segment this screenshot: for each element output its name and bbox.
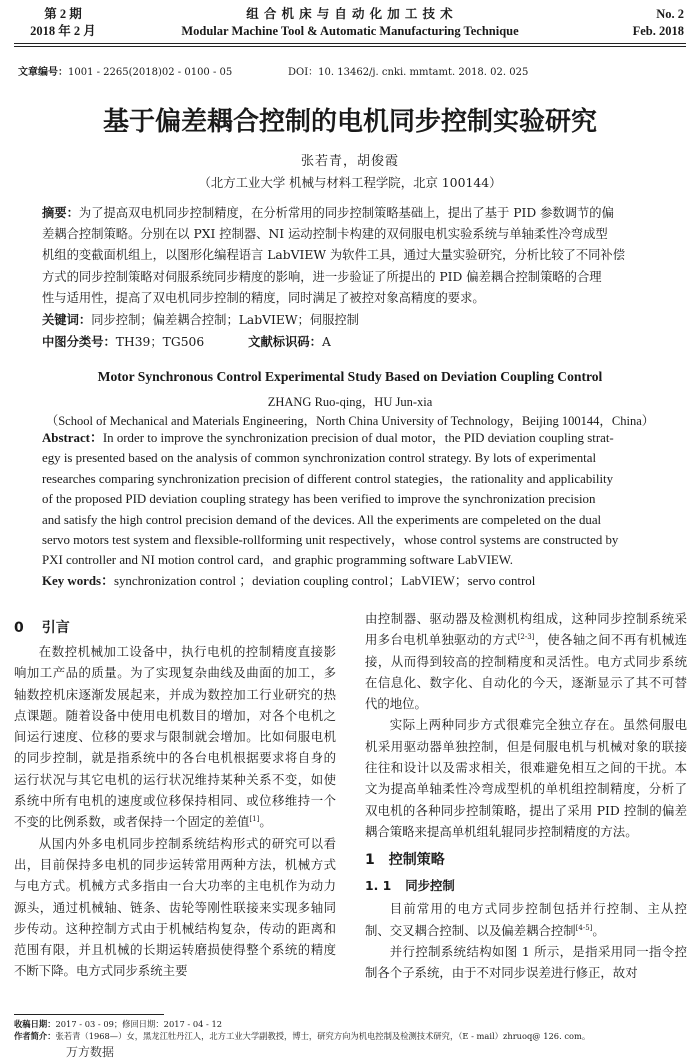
abstract-en (42, 428, 660, 591)
abstract-cn-label: 摘要： (42, 205, 79, 220)
abstract-cn (42, 202, 660, 353)
citation-ref: [4-5] (575, 923, 593, 932)
journal-title-en: Modular Machine Tool & Automatic Manufacturing Technique (181, 24, 519, 38)
article-number: 文章编号：1001 - 2265(2018)02 - 0100 - 05 (18, 67, 233, 78)
abstract-cn-line: 机组的变截面机组上，以图形化编程语言 LabVIEW 为软件工具，通过大量实验研究，分析比较了不同补偿 (42, 248, 626, 263)
keywords-en: Key words：synchronization control ；deviation coupling control；LabVIEW；servo control (42, 573, 536, 588)
doi: DOI：10. 13462/j. cnki. mmtamt. 2018. 02. 025 (288, 67, 529, 78)
right-column (365, 608, 687, 983)
authors-en: ZHANG Ruo-qing，HU Jun-xia (267, 395, 433, 409)
intro-paragraph-1: 在数控机械加工设备中，执行电机的控制精度直接影响加工产品的质量。为了实现复杂曲线及曲面的加工，多轴数控机床逐渐发展起来，并成为数控加工行业研究的热点课题。随着设备中使用电机数目的增加，对各个电机之间运行速度、位移的要求与限制就会增加。比如伺服电机的同步控制，就是指系统中的各台电机根据要求将自身的运行状况与其它电机的运行状况维持某种关系不变，如使系统中所有电机的速度或位移保持相同、或位移维持一个不变的比例系数，或者保持一个固定的差值[1]。 (14, 644, 336, 830)
header-rule-bottom (14, 46, 686, 47)
affiliation-cn: （北方工业大学 机械与材料工程学院，北京 100144） (198, 175, 502, 190)
header-rule-top (14, 43, 686, 44)
issue-date-en: Feb. 2018 (632, 24, 684, 38)
abstract-en-line: of the proposed PID deviation coupling strategy has been verified to improve the synchronization precision (42, 492, 596, 507)
watermark-text: 万方数据 (66, 1045, 115, 1059)
authors-cn: 张若青，胡俊霞 (300, 154, 399, 169)
footnote-rule (14, 1014, 164, 1015)
citation-ref: [2-3] (517, 633, 535, 642)
abstract-cn-line: 差耦合控制策略。分别在以 PXI 控制器、NI 运动控制卡构建的双伺服电机实验系统与单轴柔性冷弯成型 (42, 227, 608, 242)
abstract-cn-line: 方式的同步控制策略对伺服系统同步精度的影响，进一步验证了所提出的 PID 偏差耦合控制策略的合理 (42, 269, 602, 284)
right-paragraph-3: 目前常用的电方式同步控制包括并行控制、主从控制、交叉耦合控制、以及偏差耦合控制[4-5]。 (365, 901, 687, 938)
left-column (14, 598, 336, 982)
abstract-en-line: Abstract：In order to improve the synchronization precision of dual motor，the PID deviation coupling strat- (42, 431, 614, 445)
intro-paragraph-2: 从国内外多电机同步控制系统结构形式的研究可以看出，目前保持多电机的同步运转常用两种方法，机械方式与电方式。机械方式多指由一台大功率的主电机作为动力源头，通过机械轴、链条、齿轮等刚性联接来实现多轴同步传动。这种控制方式由于机械结构复杂，传动的距离和范围有限，并且机械的长期运转磨损使得整个系统的精度不断下降。电方式同步系统主要 (14, 835, 336, 979)
section-heading-1: 1 控制策略 (365, 852, 445, 869)
title-en: Motor Synchronous Control Experimental Study Based on Deviation Coupling Control (97, 369, 603, 384)
right-paragraph-2: 实际上两种同步方式很难完全独立存在。虽然伺服电机采用驱动器单独控制，但是伺服电机与机械对象的联接往往和设计以及需求相关，很难避免相互之间的干扰。本文为提高单轴柔性冷弯成型机的单机组控制精度，分析了双电机的各种同步控制策略，提出了采用 PID 控制的偏差耦合策略来提高单机组轧辊同步控制精度的方法。 (365, 717, 687, 839)
issue-number-en: No. 2 (656, 7, 684, 21)
abstract-en-line: PXI controller and NI motion control card，and graphic programming software LabVIEW. (42, 553, 513, 568)
section-heading-1-1: 1. 1 同步控制 (365, 878, 455, 894)
abstract-cn-line: 摘要：为了提高双电机同步控制精度，在分析常用的同步控制策略基础上，提出了基于 PID 参数调节的偏 (42, 205, 614, 220)
author-bio: 作者简介：张若青（1968—）女，黑龙江牡丹江人，北方工业大学副教授，博士，研究方向为机电控制及检测技术研究，（E - mail）zhruoq@ 126. com。 (14, 1031, 591, 1041)
journal-title-cn: 组 合 机 床 与 自 动 化 加 工 技 术 (246, 7, 454, 21)
abstract-en-label: Abstract： (42, 431, 103, 445)
received-date: 收稿日期：2017 - 03 - 09；修回日期：2017 - 04 - 12 (14, 1019, 223, 1029)
abstract-cn-line: 性与适用性，提高了双电机同步控制的精度，同时满足了被控对象高精度的要求。 (42, 290, 485, 305)
abstract-en-line: researches comparing synchronization precision of different control stategies，the rationality and applicability (42, 471, 614, 486)
classification-line: 中图分类号：TH39；TG506 文献标识码：A (42, 334, 331, 350)
citation-ref: [1] (249, 815, 260, 824)
keywords-cn: 关键词：同步控制；偏差耦合控制；LabVIEW；伺服控制 (42, 312, 359, 328)
issue-number-cn: 第 2 期 (44, 7, 82, 21)
abstract-en-line: egy is presented based on the analysis of common synchronization control strategy. By lots of experimental (42, 451, 597, 466)
title-cn: 基于偏差耦合控制的电机同步控制实验研究 (102, 107, 597, 137)
affiliation-en: （School of Mechanical and Materials Engineering，North China University of Technology，Beijing 100144，China） (45, 414, 655, 428)
section-heading-intro: 0 引言 (14, 620, 70, 636)
right-paragraph-4: 并行控制系统结构如图 1 所示，是指采用同一指令控制各个子系统，由于不对同步误差进行修正，故对 (365, 943, 687, 981)
footnote (14, 1018, 694, 1042)
issue-date-cn: 2018 年 2 月 (30, 24, 96, 38)
abstract-en-line: and satisfy the high control precision demand of the devices. All the experiments are compeleted on the dual (42, 512, 602, 527)
abstract-en-line: servo motors test system and flexsible-rollforming unit respectively，whose control systems are constructed by (42, 533, 619, 548)
right-paragraph-1: 由控制器、驱动器及检测机构组成，这种同步控制系统采用多台电机单独驱动的方式[2-3]，使各轴之间不再有机械连接，从而得到较高的控制精度和灵活性。电方式同步系统在信息化、数字化、自动化的今天，逐渐显示了其不可替代的地位。 (365, 611, 688, 712)
